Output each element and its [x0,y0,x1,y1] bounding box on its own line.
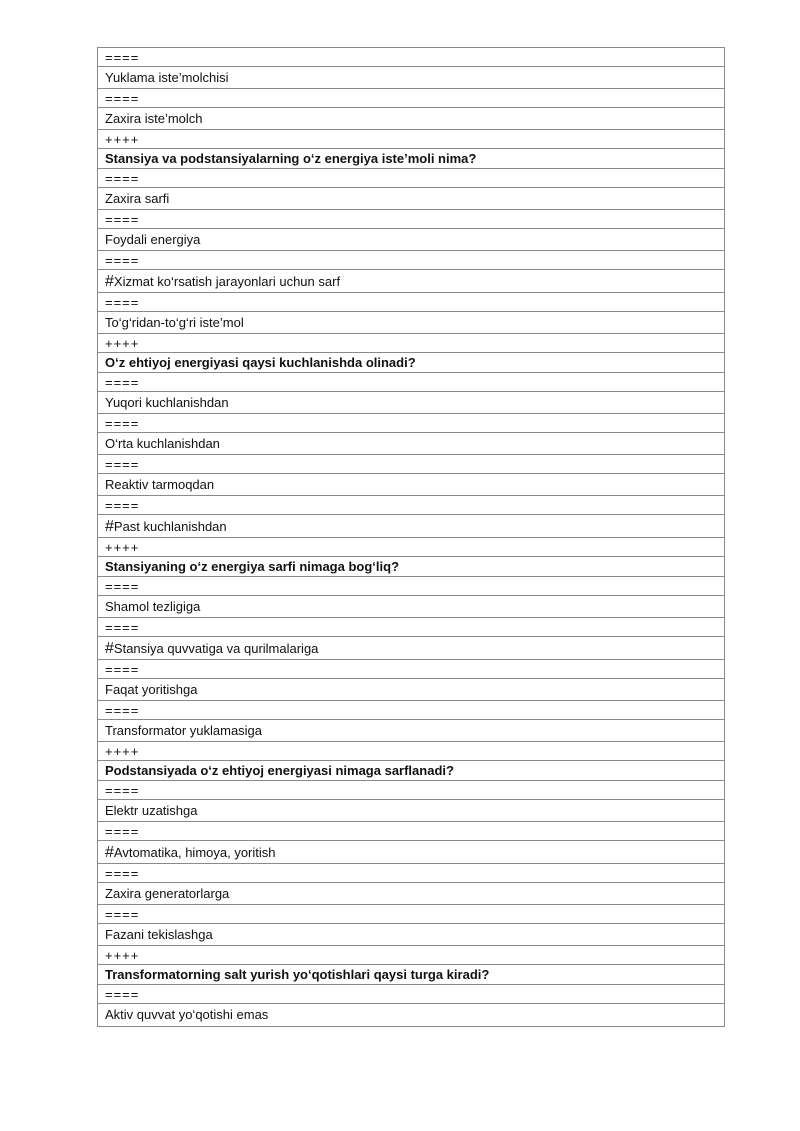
correct-marker: # [105,640,114,657]
answer-text: Stansiya quvvatiga va qurilmalariga [113,641,319,656]
separator-text: ==== [105,783,140,798]
separator-text: ==== [105,50,140,65]
question-text: Stansiya va podstansiyalarning o‘z energiya iste’moli nima? [105,151,477,166]
separator-row [98,618,724,637]
separator-text: ==== [105,91,140,106]
separator-row [98,660,724,679]
separator-row [98,251,724,270]
separator-row [98,985,724,1004]
separator-text: ==== [105,212,140,227]
separator-row [98,373,724,392]
separator-row [98,89,724,108]
answer-text: Fazani tekislashga [105,927,213,942]
separator-text: ==== [105,498,140,513]
question-row [98,353,724,373]
answer-text: Elektr uzatishga [105,803,198,818]
separator-row [98,822,724,841]
separator-text: ==== [105,375,140,390]
separator-row [98,946,724,965]
separator-text: ++++ [105,540,140,555]
answer-text: Xizmat ko‘rsatish jarayonlari uchun sarf [113,274,341,289]
separator-row [98,334,724,353]
separator-row [98,130,724,149]
answer-text: Transformator yuklamasiga [105,723,263,738]
answer-text: Shamol tezligiga [105,599,201,614]
answer-text: Yuklama iste’molchisi [105,70,229,85]
separator-text: ==== [105,620,140,635]
answer-text: Avtomatika, himoya, yoritish [113,845,276,860]
question-row [98,965,724,985]
question-row [98,761,724,781]
separator-row [98,905,724,924]
correct-answer-row [98,270,724,293]
correct-marker: # [105,273,114,290]
separator-row [98,781,724,800]
separator-text: ==== [105,171,140,186]
answer-text: Yuqori kuchlanishdan [105,395,229,410]
separator-row [98,742,724,761]
answer-text: To‘g‘ridan-to‘g‘ri iste’mol [105,315,244,330]
answer-text: Past kuchlanishdan [113,519,227,534]
separator-row [98,538,724,557]
answer-text: Aktiv quvvat yo‘qotishi emas [105,1007,269,1022]
separator-row [98,169,724,188]
separator-row [98,701,724,720]
answer-row [98,596,724,618]
separator-text: ==== [105,907,140,922]
answer-row [98,392,724,414]
correct-marker: # [105,518,114,535]
answer-text: Foydali energiya [105,232,201,247]
correct-answer-row [98,637,724,660]
answer-row [98,188,724,210]
question-text: O‘z ehtiyoj energiyasi qaysi kuchlanishda olinadi? [105,355,416,370]
answer-row [98,679,724,701]
separator-text: ++++ [105,744,140,759]
answer-row [98,474,724,496]
separator-row [98,864,724,883]
separator-text: ++++ [105,948,140,963]
separator-row [98,496,724,515]
answer-row [98,924,724,946]
separator-text: ==== [105,579,140,594]
separator-text: ==== [105,295,140,310]
question-row [98,149,724,169]
question-text: Transformatorning salt yurish yo‘qotishlari qaysi turga kiradi? [105,967,490,982]
answer-row [98,433,724,455]
question-text: Podstansiyada o‘z ehtiyoj energiyasi nimaga sarflanadi? [105,763,454,778]
answer-text: Zaxira sarfi [105,191,170,206]
separator-row [98,293,724,312]
answer-text: Zaxira iste’molch [105,111,203,126]
answer-text: Faqat yoritishga [105,682,198,697]
separator-text: ==== [105,824,140,839]
question-row [98,557,724,577]
separator-text: ++++ [105,132,140,147]
separator-text: ==== [105,703,140,718]
question-table [97,47,725,1027]
separator-text: ==== [105,416,140,431]
answer-text: O‘rta kuchlanishdan [105,436,220,451]
correct-answer-row [98,841,724,864]
correct-answer-row [98,515,724,538]
separator-text: ++++ [105,336,140,351]
answer-row [98,312,724,334]
answer-row [98,883,724,905]
separator-row [98,48,724,67]
answer-row [98,108,724,130]
answer-text: Zaxira generatorlarga [105,886,230,901]
answer-row [98,229,724,251]
separator-text: ==== [105,457,140,472]
answer-row [98,67,724,89]
separator-text: ==== [105,253,140,268]
question-text: Stansiyaning o‘z energiya sarfi nimaga bog‘liq? [105,559,400,574]
separator-text: ==== [105,662,140,677]
separator-row [98,455,724,474]
separator-row [98,210,724,229]
correct-marker: # [105,844,114,861]
answer-row [98,720,724,742]
separator-text: ==== [105,987,140,1002]
answer-row [98,800,724,822]
separator-text: ==== [105,866,140,881]
separator-row [98,414,724,433]
answer-row [98,1004,724,1026]
answer-text: Reaktiv tarmoqdan [105,477,215,492]
separator-row [98,577,724,596]
